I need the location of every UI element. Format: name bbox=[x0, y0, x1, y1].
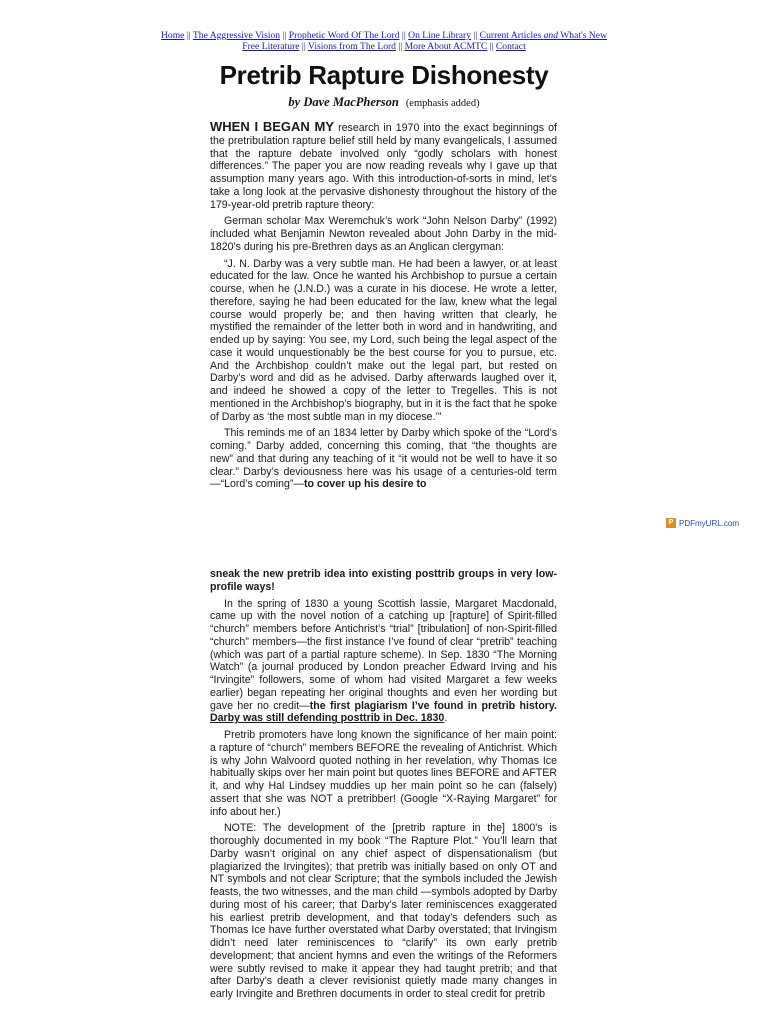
nav-link-aggressive-vision[interactable]: The Aggressive Vision bbox=[192, 30, 281, 41]
paragraph-1834-letter-text: This reminds me of an 1834 letter by Darby which spoke of the “Lord’s coming.” Darby added, concerning this coming, that “the thoughts are new” and that during any teaching of it “it would not be well to have it so clear.” Darby’s deviousness here was his usage of a centuries-old term—“Lord’s coming”— bbox=[210, 427, 557, 491]
nav-link-home[interactable]: Home bbox=[160, 30, 185, 41]
nav-current-articles-text: Current Articles bbox=[479, 30, 544, 41]
paragraph-weremchuk: German scholar Max Weremchuk’s work “John Nelson Darby” (1992) included what Benjamin Newton revealed about John Darby in the mid-1820's during his pre-Brethren days as an Anglican clergyman: bbox=[210, 215, 557, 253]
nav-separator: || bbox=[184, 30, 193, 41]
nav-separator: || bbox=[471, 30, 480, 41]
nav-link-more-about[interactable]: More About ACMTC bbox=[404, 41, 488, 52]
lead-in-text: WHEN I BEGAN MY bbox=[210, 119, 335, 134]
nav-separator: || bbox=[399, 30, 409, 41]
top-navigation bbox=[150, 30, 618, 52]
nav-current-articles-and: and bbox=[543, 30, 559, 41]
byline-author: by Dave MacPherson bbox=[288, 95, 399, 109]
paragraph-continuation bbox=[210, 568, 557, 594]
paragraph-promoters: Pretrib promoters have long known the significance of her main point: a rapture of “church” members BEFORE the revealing of Antichrist. Which is why John Walvoord quoted nothing in her revelation, why Thomas Ice habitually skips over her main point but quotes lines BEFORE and AFTER it, and why Hal Lindsey muddies up her main point so he can (falsely) assert that she was NOT a pretribber! (Google “X-Raying Margaret” for info about her.) bbox=[210, 729, 557, 818]
paragraph-newton-quote: “J. N. Darby was a very subtle man. He had been a lawyer, or at least educated for the law. Once he wanted his Archbishop to pursue a certain course, when he (J.N.D.) was a curate in his diocese. He wrote a letter, therefore, saying he had been educated for the law, knew what the legal course would properly be; and then having written that clearly, he mystified the remainder of the letter both in word and in handwriting, and ended up by saying: You see, my Lord, such being the legal aspect of the case it would unquestionably be the best course for you to pursue, etc. And the Archbishop couldn’t make out the legal part, but rested on Darby’s word and did as he advised. Darby afterwards laughed over it, and indeed he showed a copy of the letter to Tregelles. This is not mentioned in the Archbishop’s biography, but in it is the fact that he spoke of Darby as ‘the most subtle man in my diocese.’” bbox=[210, 257, 557, 423]
nav-link-free-literature[interactable]: Free Literature bbox=[242, 41, 300, 52]
nav-whats-new-text: What's New bbox=[558, 30, 607, 41]
nav-link-library[interactable]: On Line Library bbox=[408, 30, 472, 41]
paragraph-intro bbox=[210, 121, 557, 211]
byline bbox=[0, 95, 768, 110]
nav-separator: || bbox=[280, 30, 289, 41]
page-title: Pretrib Rapture Dishonesty bbox=[219, 60, 549, 90]
paragraph-1834-letter bbox=[210, 427, 557, 491]
nav-link-prophetic-word[interactable]: Prophetic Word Of The Lord bbox=[288, 30, 400, 41]
byline-note: (emphasis added) bbox=[405, 98, 480, 109]
paragraph-end-text: . bbox=[444, 712, 448, 725]
nav-separator: || bbox=[487, 41, 496, 52]
paragraph-macdonald-text: In the spring of 1830 a young Scottish lassie, Margaret Macdonald, came up with the novel notion of a catching up [rapture] of Spirit-filled “church” members before Antichrist’s “trial” [tribulation] of non-Spirit-filled “church” members—the first instance I’ve found of clear “pretrib” teaching (which was part of a partial rapture scheme). In Sep. 1830 “The Morning Watch” (a journal produced by London preacher Edward Irving and his “Irvingite” followers, some of whom had visited Margaret a few weeks earlier) began repeating her original thoughts and even her wording but gave her no credit— bbox=[210, 597, 557, 712]
nav-separator: || bbox=[395, 41, 405, 52]
paragraph-macdonald bbox=[210, 598, 557, 726]
paragraph-intro-text: research in 1970 into the exact beginnings of the pretribulation rapture belief still held by many evangelicals, I assumed that the rapture debate involved only “godly scholars with honest differences.” The paper you are now reading reveals why I gave up that assumption many years ago. With this introduction-of-sorts in mind, let’s take a long look at the pervasive dishonesty throughout the history of the 179-year-old pretrib rapture theory: bbox=[210, 122, 557, 211]
watermark-label: PDFmyURL.com bbox=[679, 518, 740, 528]
nav-link-contact[interactable]: Contact bbox=[495, 41, 526, 52]
nav-link-current-articles[interactable] bbox=[480, 30, 607, 41]
nav-link-visions[interactable]: Visions from The Lord bbox=[308, 41, 396, 52]
emphasis-text: to cover up his desire to bbox=[304, 478, 427, 491]
emphasis-text: the first plagiarism I’ve found in pretrib history. bbox=[309, 699, 557, 712]
article-block-1 bbox=[210, 121, 557, 495]
pdf-logo-icon: P bbox=[666, 518, 676, 528]
emphasis-underline-text: Darby was still defending posttrib in Dec. 1830 bbox=[210, 712, 445, 725]
paragraph-note: NOTE: The development of the [pretrib rapture in the] 1800's is thoroughly documented in my book “The Rapture Plot.” You’ll learn that Darby wasn’t original on any chief aspect of dispensationalism (but plagiarized the Irvingites); that pretrib was initially based on only OT and NT symbols and not clear Scripture; that the symbols included the Jewish feasts, the two witnesses, and the man child —symbols adopted by Darby during most of his career; that Darby’s later reminiscences exaggerated his earliest pretrib development, and that today’s defenders such as Thomas Ice have further overstated what Darby overstated; that Irvingism didn’t need later reminiscences to “clarify” its own early pretrib development; that ancient hymns and even the writings of the Reformers were subtly revised to make it appear they had taught pretrib; and that after Darby’s death a clever revisionist quietly made many changes in early Irvingite and Brethren documents in order to steal credit for pretrib bbox=[210, 822, 557, 1000]
article-block-2 bbox=[210, 568, 557, 1005]
pdfmyurl-watermark[interactable] bbox=[666, 518, 739, 528]
emphasis-text: sneak the new pretrib idea into existing posttrib groups in very low-profile ways! bbox=[210, 568, 557, 593]
nav-separator: || bbox=[299, 41, 308, 52]
